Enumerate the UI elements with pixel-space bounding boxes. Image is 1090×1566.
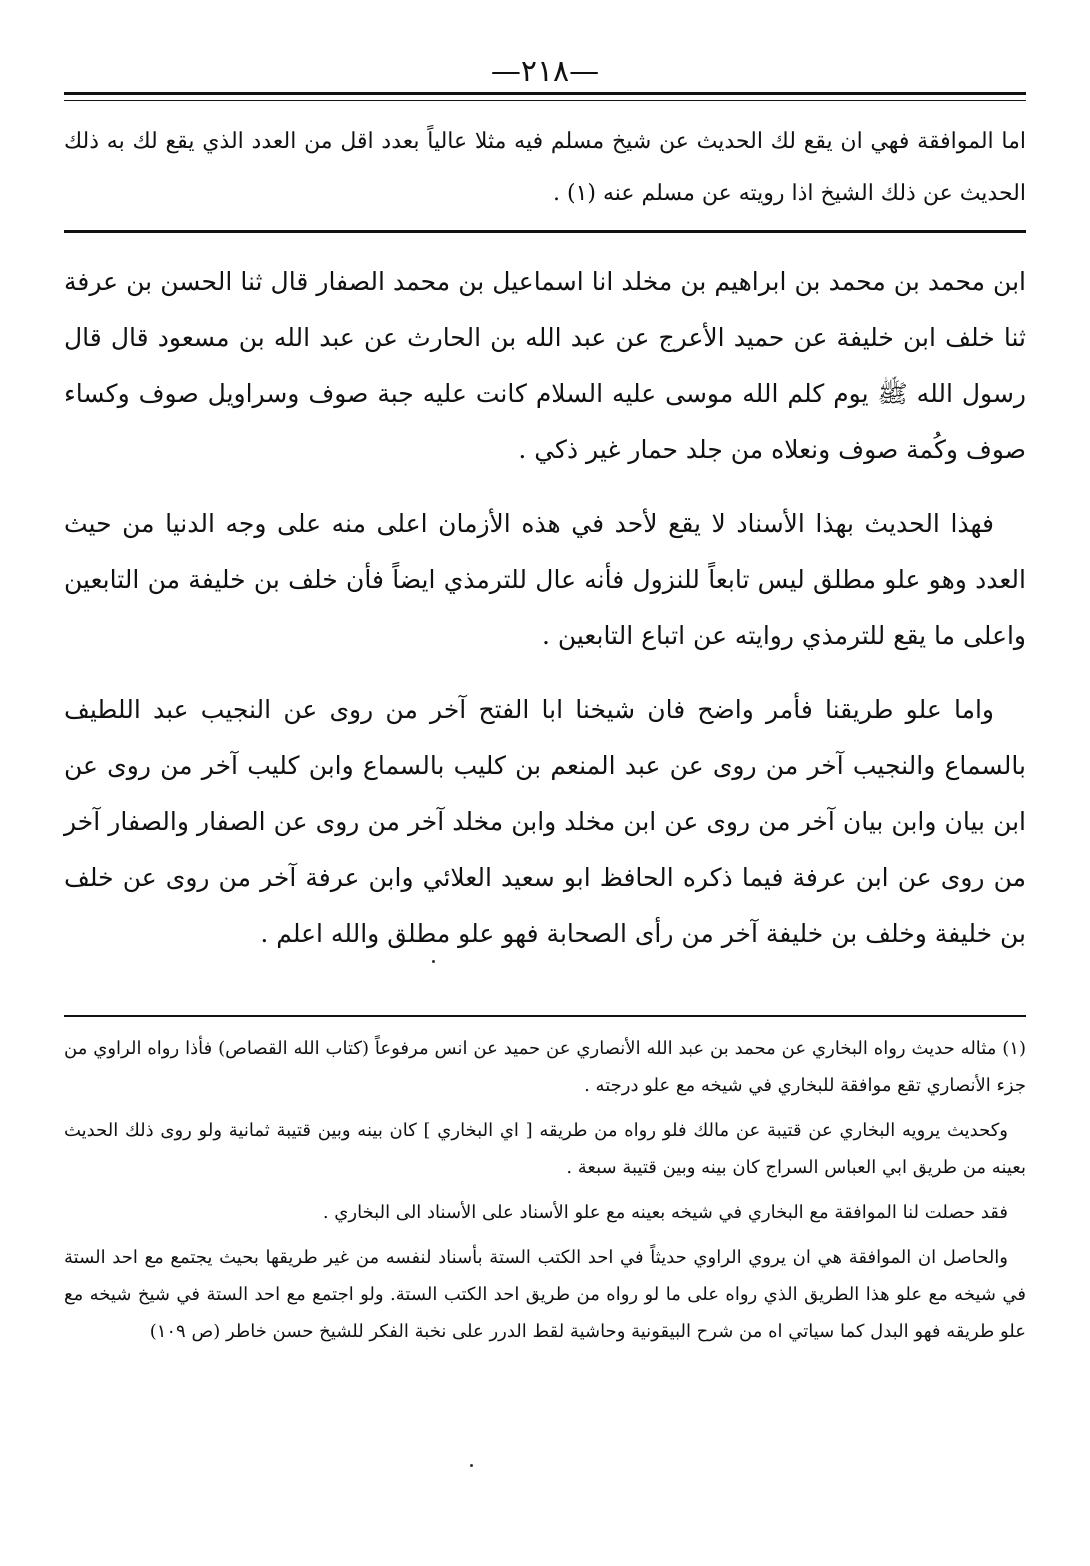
scan-speck [432, 960, 435, 963]
document-page [64, 40, 1026, 1530]
body-paragraph-isnad: فهذا الحديث بهذا الأسناد لا يقع لأحد في هذه الأزمان اعلى منه على وجه الدنيا من حيث العدد وهو علو مطلق ليس تابعاً للنزول فأنه عال للترمذي ايضاً فأن خلف بن خليفة من التابعين واعلى ما يقع للترمذي روايته عن اتباع التابعين . [64, 509, 1026, 650]
body-paragraph-hadith: ابن محمد بن محمد بن ابراهيم بن مخلد انا اسماعيل بن محمد الصفار قال ثنا الحسن بن عرفة ثنا خلف ابن خليفة عن حميد الأعرج عن عبد الله بن الحارث عن عبد الله بن مسعود قال قال رسول الله ﷺ يوم كلم الله موسى عليه السلام كانت عليه جبة صوف وسراويل صوف وكساء صوف وكُمة صوف ونعلاه من جلد حمار غير ذكي . [64, 267, 1026, 464]
intro-divider [64, 230, 1026, 233]
footnote-4: والحاصل ان الموافقة هي ان يروي الراوي حديثاً في احد الكتب الستة بأسناد لنفسه من غير طريقها بحيث يجتمع مع احد الستة في شيخه مع علو هذا الطريق الذي رواه على ما لو رواه من طريق احد الكتب الستة. ولو اجتمع مع احد الستة في شيخ شيخه مع علو طريقه فهو البدل كما سياتي اه من شرح البيقونية وحاشية لقط الدرر على نخبة الفكر للشيخ حسن خاطر (ص ١٠٩) [64, 1247, 1026, 1342]
intro-paragraph: اما الموافقة فهي ان يقع لك الحديث عن شيخ مسلم فيه مثلا عالياً بعدد اقل من العدد الذي يقع لك به ذلك الحديث عن ذلك الشيخ اذا رويته عن مسلم عنه (١) . [64, 129, 1026, 206]
scan-speck [470, 1464, 473, 1467]
footnote-2: وكحديث يرويه البخاري عن قتيبة عن مالك فلو رواه من طريقه [ اي البخاري ] كان بينه وبين قتيبة ثمانية ولو روى ذلك الحديث بعينه من طريق ابي العباس السراج كان بينه وبين قتيبة سبعة . [64, 1120, 1026, 1178]
footnote-1: (١) مثاله حديث رواه البخاري عن محمد بن عبد الله الأنصاري عن حميد عن انس مرفوعاً (كتاب الله القصاص) فأذا رواه الراوي من جزء الأنصاري تقع موافقة للبخاري في شيخه مع علو درجته . [64, 1038, 1026, 1096]
page-number: —٢١٨— [490, 54, 600, 89]
header-rule [64, 92, 1026, 101]
body-paragraph-chain: واما علو طريقنا فأمر واضح فان شيخنا ابا الفتح آخر من روى عن النجيب عبد اللطيف بالسماع والنجيب آخر من روى عن عبد المنعم بن كليب بالسماع وابن كليب آخر من روى عن ابن بيان وابن بيان آخر من روى عن ابن مخلد وابن مخلد آخر من روى عن الصفار والصفار آخر من روى عن ابن عرفة فيما ذكره الحافظ ابو سعيد العلائي وابن عرفة آخر من روى عن خلف بن خليفة وخلف بن خليفة آخر من رأى الصحابة فهو علو مطلق والله اعلم . [64, 695, 1026, 948]
main-text [64, 254, 1026, 980]
footnote-divider [64, 1015, 1026, 1017]
footnotes [64, 1030, 1026, 1358]
footnote-3: فقد حصلت لنا الموافقة مع البخاري في شيخه بعينه مع علو الأسناد على الأسناد الى البخاري . [322, 1202, 1008, 1223]
